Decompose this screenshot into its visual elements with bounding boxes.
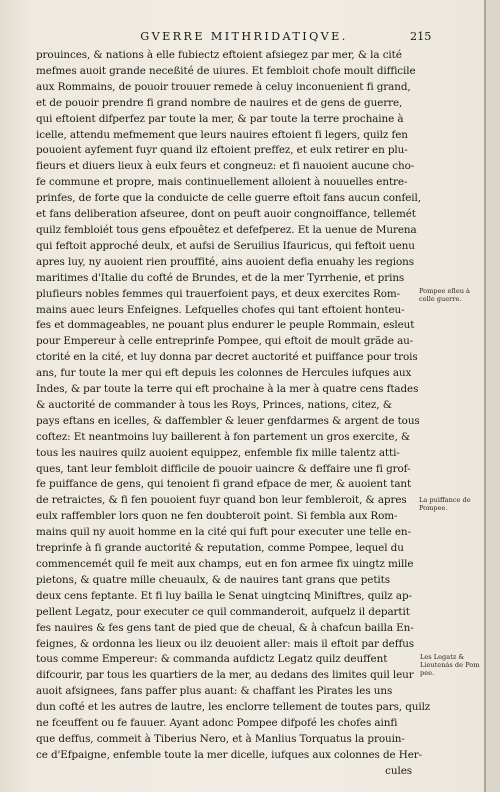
text-line: mains quil ny auoit homme en la cité qui fuft pour executer une telle en- (36, 526, 411, 539)
text-line: fieurs et diuers lieux à eulx feurs et congneuz: et fi nauoient aucune cho- (36, 160, 415, 173)
text-line: et fans deliberation afseuree, dont on peuft auoir congnoiffance, tellemét (36, 208, 416, 221)
text-line: qui feftoit approché deulx, et aufsi de Seruilius Ifauricus, qui feftoit uenu (36, 239, 415, 252)
text-line: pellent Legatz, pour executer ce quil commanderoit, aufquelz il departit (36, 605, 410, 618)
text-line: aux Rommains, de pouoir trouuer remede à celuy inconuenient fi grand, (36, 80, 411, 93)
margin-note-legates (420, 653, 479, 677)
main-text-block (36, 48, 431, 780)
margin-note-line: Les Legatz & (420, 653, 465, 661)
margin-note-pompee-power (419, 496, 471, 512)
text-line: pays eftans en icelles, & daffembler & leuer genfdarmes & argent de tous (36, 414, 420, 427)
text-line: qui eftoient difperfez par toute la mer, & par toute la terre prochaine à (36, 112, 404, 125)
text-line: prinfes, de forte que la conduicte de celle guerre eftoit fans aucun confeil, (36, 192, 421, 205)
text-line: fe commune et propre, mais continuellement alloient à nouuelles entre- (36, 176, 408, 189)
text-line: dun cofté et les autres de lautre, les enclorre tellement de toutes pars, quilz (36, 701, 431, 714)
text-line: que deffus, commeit à Tiberius Nero, et à Manlius Torquatus la prouin- (36, 732, 405, 745)
text-line: ctorité en la cité, et luy donna par decret auctorité et puiffance pour trois (36, 351, 418, 364)
text-line: pietons, & quatre mille cheuaulx, & de nauires tant grans que petits (36, 573, 390, 586)
text-line: icelle, attendu mefmement que leurs nauires eftoient fi legers, quilz fen (36, 128, 408, 141)
margin-note-line: Lieutenás de Pom (420, 661, 480, 669)
margin-note-pompee-elected (419, 287, 470, 303)
text-line: Indes, & par toute la terre qui eft prochaine à la mer à quatre cens ftades (36, 383, 419, 396)
text-line: apres luy, ny auoient rien prouffité, ains auoient defia enuahy les regions (36, 255, 414, 268)
text-line: fes et dommageables, ne pouant plus endurer le peuple Rommain, esleut (36, 319, 415, 332)
text-line: tous les nauires quilz auoient equippez, enfemble fix mille talentz atti- (36, 446, 400, 459)
margin-note-line: La puiffance de (419, 496, 471, 504)
margin-note-line: Pompee. (419, 504, 448, 512)
running-title: GVERRE MITHRIDATIQVE. (140, 30, 348, 43)
text-line: tous comme Empereur: & commanda aufdictz Legatz quilz deuffent (36, 653, 388, 666)
text-line: coftez: Et neantmoins luy baillerent à fon partement un gros exercite, & (36, 430, 411, 443)
margin-note-line: pee. (420, 669, 435, 677)
text-line: & auctorité de commander à tous les Roys, Princes, nations, citez, & (36, 398, 392, 411)
text-line: ans, fur toute la mer qui eft depuis les colonnes de Hercules iufques aux (36, 367, 412, 380)
margin-note-line: celle guerre. (419, 295, 462, 303)
text-line: de retraictes, & fi fen pouoient fuyr quand bon leur fembleroit, & apres (36, 494, 407, 507)
text-line: prouinces, & nations à elle fubiectz eftoient afsiegez par mer, & la cité (36, 49, 402, 61)
text-line: feignes, & ordonna les lieux ou ilz deuoient aller: mais il eftoit par deffus (36, 637, 415, 650)
page-number: 215 (410, 30, 432, 43)
text-line: fe puiffance de gens, qui tenoient fi grand efpace de mer, & auoient tant (36, 478, 412, 491)
text-line: ques, tant leur fembloit difficile de pouoir uaincre & deffaire une fi grof- (36, 462, 411, 475)
text-line: et de pouoir prendre fi grand nombre de nauires et de gens de guerre, (36, 96, 403, 109)
text-line: mefmes auoit grande neceßité de uiures. Et fembloit chofe moult difficile (36, 64, 416, 77)
text-line: fes nauires & fes gens tant de pied que de cheual, & à chafcun bailla En- (36, 621, 414, 634)
text-line: mains auec leurs Enfeignes. Lefquelles chofes qui tant eftoient honteu- (36, 303, 405, 316)
text-line: eulx raffembler lors quon ne fen doubteroit point. Si fembla aux Rom- (36, 510, 398, 523)
text-line: ne fceuffent ou fe fauuer. Ayant adonc Pompee difpofé les chofes ainfi (36, 717, 398, 730)
text-line: auoit afsignees, fans paffer plus auant: & chaffant les Pirates les uns (36, 685, 393, 698)
catchword-line: cules (385, 764, 412, 777)
text-line: treprinfe à fi grande auctorité & reputation, comme Pompee, lequel du (36, 542, 404, 555)
text-line: maritimes d'Italie du cofté de Brundes, et de la mer Tyrrhenie, et prins (36, 271, 405, 284)
facing-page-edge (486, 0, 500, 792)
text-line: deux cens feptante. Et fi luy bailla le Senat uingtcinq Miniftres, quilz ap- (36, 589, 412, 602)
text-line: difcourir, par tous les quartiers de la mer, au dedans des limites quil leur (36, 669, 414, 682)
text-line: quilz fembloiét tous gens efpouêtez et defefperez. Et la uenue de Murena (36, 223, 417, 236)
text-line: pour Empereur à celle entreprinfe Pompee, qui eftoit de moult grãde au- (36, 335, 414, 348)
text-line: plufieurs nobles femmes qui trauerfoient pays, et deux exercites Rom- (36, 287, 401, 300)
margin-note-line: Pompee efleu à (419, 287, 470, 295)
text-line: ce d'Efpaigne, enfemble toute la mer dicelle, iufques aux colonnes de Her- (36, 748, 423, 761)
text-line: commencemét quil fe meit aux champs, eut en fon armee fix uingtz mille (36, 558, 414, 570)
text-line: pouoient ayfement fuyr quand ilz eftoient preffez, et eulx retirer en plu- (36, 144, 408, 157)
